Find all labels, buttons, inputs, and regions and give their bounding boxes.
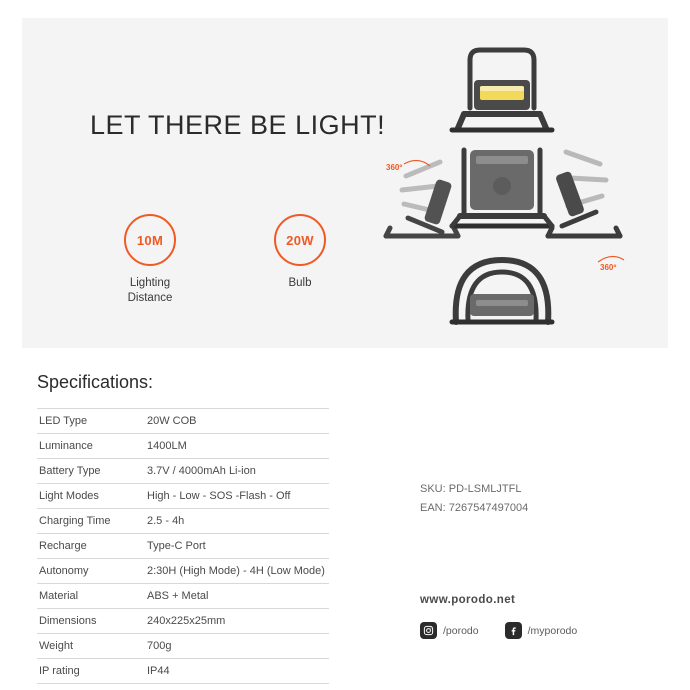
facebook-icon[interactable] (505, 622, 522, 639)
feature-badges (96, 214, 354, 306)
table-row (37, 559, 329, 584)
spec-value: 2:30H (High Mode) - 4H (Low Mode) (147, 565, 325, 577)
spec-value: Type-C Port (147, 540, 206, 552)
product-view-left-rotation (386, 162, 458, 236)
table-row (37, 534, 329, 559)
spec-value: 700g (147, 640, 172, 652)
table-row (37, 509, 329, 534)
spec-label: Autonomy (39, 565, 89, 577)
table-row (37, 659, 329, 684)
spec-value: 1400LM (147, 440, 187, 452)
table-row (37, 609, 329, 634)
spec-value: High - Low - SOS -Flash - Off (147, 490, 291, 502)
spec-label: Battery Type (39, 465, 101, 477)
rotation-label-right: 360º (600, 263, 617, 272)
spec-label: Recharge (39, 540, 87, 552)
product-view-center (452, 150, 552, 226)
product-view-top (452, 50, 552, 130)
website-url[interactable]: www.porodo.net (420, 594, 516, 606)
product-illustration (352, 30, 652, 336)
spec-label: Luminance (39, 440, 93, 452)
badge-lighting-distance (96, 214, 204, 306)
badge-caption-bulb: Bulb (288, 277, 312, 289)
spec-label: Material (39, 590, 79, 602)
instagram-icon[interactable] (420, 622, 437, 639)
page-title: LET THERE BE LIGHT! (90, 110, 386, 140)
social-links (420, 622, 581, 639)
work-light-illustration-svg (352, 30, 652, 336)
rotation-label-left: 360º (386, 163, 403, 172)
instagram-handle[interactable]: /porodo (443, 624, 479, 637)
spec-label: Charging Time (39, 515, 111, 527)
product-view-bottom (452, 260, 552, 322)
spec-value: 2.5 - 4h (147, 515, 185, 527)
spec-value: IP44 (147, 665, 170, 677)
table-row (37, 484, 329, 509)
table-row (37, 584, 329, 609)
spec-value: ABS + Metal (147, 590, 209, 602)
spec-label: IP rating (39, 665, 80, 677)
spec-value: 240x225x25mm (147, 615, 226, 627)
table-row (37, 634, 329, 659)
spec-label: Dimensions (39, 615, 97, 627)
table-row (37, 409, 329, 434)
hero-panel (22, 18, 668, 348)
table-row (37, 434, 329, 459)
specifications-table (37, 408, 329, 684)
spec-label: LED Type (39, 415, 88, 427)
facebook-handle[interactable]: /myporodo (527, 624, 578, 637)
sku-text: SKU: PD-LSMLJTFL (420, 483, 522, 495)
badge-caption-lighting-distance: Lighting Distance (127, 277, 173, 304)
spec-value: 3.7V / 4000mAh Li-ion (147, 465, 256, 477)
ean-text: EAN: 7267547497004 (420, 502, 529, 514)
specifications-heading: Specifications: (37, 372, 154, 392)
product-codes (420, 480, 528, 518)
table-row (37, 459, 329, 484)
spec-label: Light Modes (39, 490, 99, 502)
spec-value: 20W COB (147, 415, 197, 427)
badge-value-10m: 10M (124, 214, 176, 266)
spec-label: Weight (39, 640, 74, 652)
badge-value-20w: 20W (274, 214, 326, 266)
badge-bulb (246, 214, 354, 306)
product-view-right-rotation (548, 152, 620, 236)
